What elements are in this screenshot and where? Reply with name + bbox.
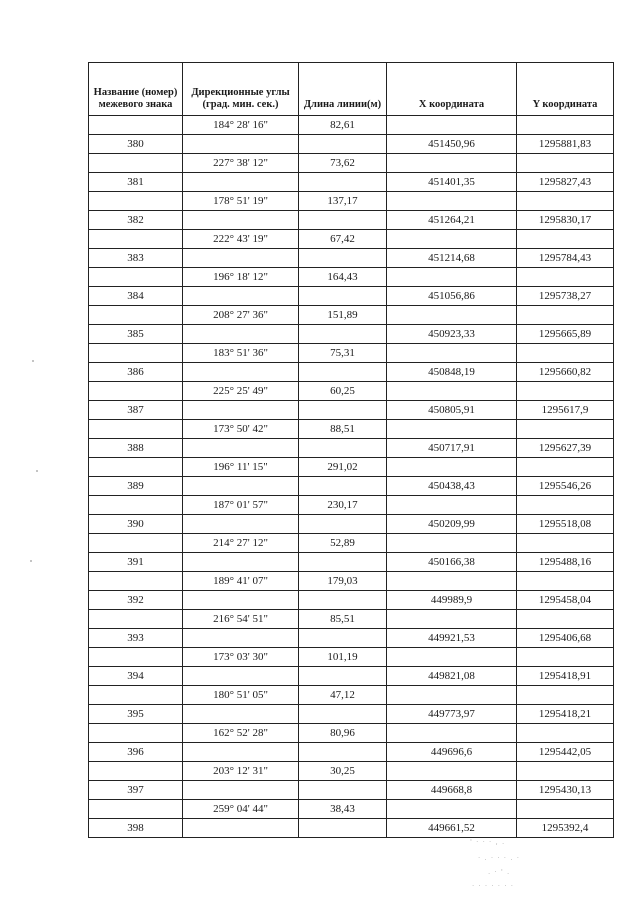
direction-angle-cell [183,135,299,154]
table-row [89,629,614,648]
scan-artifact [36,470,38,472]
x-coordinate-cell [387,458,517,477]
y-coordinate-cell [517,648,614,667]
mark-name-cell: 386 [89,363,183,382]
mark-name-cell: 382 [89,211,183,230]
direction-angle-cell [183,325,299,344]
line-length-cell [299,743,387,762]
boundary-coordinates-table [88,62,614,838]
direction-angle-cell: 187° 01' 57" [183,496,299,515]
y-coordinate-cell [517,762,614,781]
line-length-cell [299,667,387,686]
table-row [89,173,614,192]
mark-name-cell: 385 [89,325,183,344]
table-row [89,154,614,173]
line-length-cell [299,401,387,420]
mark-name-cell [89,762,183,781]
scan-artifact: . · ' . [488,868,511,876]
x-coordinate-cell: 449921,53 [387,629,517,648]
table-row [89,743,614,762]
y-coordinate-cell [517,686,614,705]
mark-name-cell [89,458,183,477]
x-coordinate-cell: 450923,33 [387,325,517,344]
y-coordinate-cell [517,724,614,743]
line-length-cell: 75,31 [299,344,387,363]
header-y-coordinate: Y координата [517,63,614,116]
table-row [89,135,614,154]
line-length-cell: 230,17 [299,496,387,515]
x-coordinate-cell [387,192,517,211]
table-row [89,553,614,572]
x-coordinate-cell [387,686,517,705]
scan-artifact [32,360,34,362]
mark-name-cell [89,268,183,287]
x-coordinate-cell: 450717,91 [387,439,517,458]
line-length-cell: 47,12 [299,686,387,705]
table-row [89,363,614,382]
line-length-cell [299,211,387,230]
y-coordinate-cell [517,116,614,135]
direction-angle-cell: 184° 28' 16" [183,116,299,135]
y-coordinate-cell: 1295784,43 [517,249,614,268]
mark-name-cell: 398 [89,819,183,838]
y-coordinate-cell [517,496,614,515]
direction-angle-cell: 225° 25' 49" [183,382,299,401]
table-row [89,515,614,534]
x-coordinate-cell: 451264,21 [387,211,517,230]
y-coordinate-cell: 1295665,89 [517,325,614,344]
y-coordinate-cell: 1295392,4 [517,819,614,838]
mark-name-cell [89,724,183,743]
direction-angle-cell [183,591,299,610]
line-length-cell [299,135,387,154]
y-coordinate-cell: 1295881,83 [517,135,614,154]
y-coordinate-cell [517,344,614,363]
y-coordinate-cell: 1295488,16 [517,553,614,572]
direction-angle-cell: 173° 50' 42" [183,420,299,439]
table-row [89,287,614,306]
direction-angle-cell: 180° 51' 05" [183,686,299,705]
mark-name-cell [89,192,183,211]
x-coordinate-cell: 451450,96 [387,135,517,154]
direction-angle-cell [183,705,299,724]
line-length-cell [299,173,387,192]
mark-name-cell: 389 [89,477,183,496]
header-mark-name: Название (номер) межевого знака [89,63,183,116]
y-coordinate-cell: 1295406,68 [517,629,614,648]
table-row [89,268,614,287]
y-coordinate-cell [517,306,614,325]
direction-angle-cell [183,819,299,838]
y-coordinate-cell [517,800,614,819]
x-coordinate-cell [387,420,517,439]
x-coordinate-cell: 450166,38 [387,553,517,572]
header-line-length: Длина линии(м) [299,63,387,116]
table-row [89,477,614,496]
y-coordinate-cell [517,192,614,211]
direction-angle-cell [183,553,299,572]
mark-name-cell: 395 [89,705,183,724]
y-coordinate-cell [517,230,614,249]
direction-angle-cell [183,781,299,800]
direction-angle-cell [183,287,299,306]
x-coordinate-cell: 450848,19 [387,363,517,382]
x-coordinate-cell: 449821,08 [387,667,517,686]
y-coordinate-cell [517,154,614,173]
table-row [89,249,614,268]
direction-angle-cell [183,439,299,458]
line-length-cell: 291,02 [299,458,387,477]
table-row [89,572,614,591]
direction-angle-cell: 196° 11' 15" [183,458,299,477]
mark-name-cell: 392 [89,591,183,610]
y-coordinate-cell [517,572,614,591]
direction-angle-cell: 162° 52' 28" [183,724,299,743]
x-coordinate-cell: 450438,43 [387,477,517,496]
table-row [89,724,614,743]
y-coordinate-cell: 1295418,91 [517,667,614,686]
table-row [89,420,614,439]
line-length-cell: 164,43 [299,268,387,287]
table-row [89,591,614,610]
line-length-cell: 30,25 [299,762,387,781]
table-row [89,230,614,249]
mark-name-cell [89,572,183,591]
mark-name-cell: 391 [89,553,183,572]
y-coordinate-cell [517,382,614,401]
line-length-cell: 60,25 [299,382,387,401]
mark-name-cell [89,610,183,629]
scan-artifact [30,560,32,562]
line-length-cell: 179,03 [299,572,387,591]
x-coordinate-cell [387,116,517,135]
y-coordinate-cell: 1295430,13 [517,781,614,800]
x-coordinate-cell [387,154,517,173]
line-length-cell [299,591,387,610]
x-coordinate-cell [387,610,517,629]
mark-name-cell: 388 [89,439,183,458]
table-row [89,458,614,477]
x-coordinate-cell: 449661,52 [387,819,517,838]
y-coordinate-cell: 1295546,26 [517,477,614,496]
mark-name-cell: 390 [89,515,183,534]
x-coordinate-cell [387,724,517,743]
line-length-cell: 67,42 [299,230,387,249]
mark-name-cell [89,306,183,325]
mark-name-cell: 393 [89,629,183,648]
x-coordinate-cell: 450805,91 [387,401,517,420]
line-length-cell [299,819,387,838]
mark-name-cell: 396 [89,743,183,762]
line-length-cell: 85,51 [299,610,387,629]
table-row [89,496,614,515]
mark-name-cell [89,230,183,249]
table-row [89,401,614,420]
line-length-cell: 73,62 [299,154,387,173]
y-coordinate-cell: 1295660,82 [517,363,614,382]
direction-angle-cell: 183° 51' 36" [183,344,299,363]
mark-name-cell [89,382,183,401]
mark-name-cell [89,648,183,667]
table-row [89,325,614,344]
line-length-cell: 80,96 [299,724,387,743]
table-row [89,306,614,325]
x-coordinate-cell [387,648,517,667]
table-row [89,705,614,724]
table-row [89,686,614,705]
mark-name-cell: 394 [89,667,183,686]
direction-angle-cell: 203° 12' 31" [183,762,299,781]
y-coordinate-cell: 1295627,39 [517,439,614,458]
line-length-cell: 38,43 [299,800,387,819]
y-coordinate-cell [517,534,614,553]
y-coordinate-cell: 1295442,05 [517,743,614,762]
table-row [89,192,614,211]
x-coordinate-cell: 450209,99 [387,515,517,534]
direction-angle-cell [183,667,299,686]
x-coordinate-cell: 451214,68 [387,249,517,268]
mark-name-cell: 397 [89,781,183,800]
table-row [89,439,614,458]
y-coordinate-cell [517,458,614,477]
table-row [89,382,614,401]
table-row [89,116,614,135]
x-coordinate-cell [387,496,517,515]
direction-angle-cell [183,743,299,762]
table-row [89,344,614,363]
header-direction-angle: Дирекционные углы (град. мин. сек.) [183,63,299,116]
mark-name-cell [89,420,183,439]
table-row [89,534,614,553]
y-coordinate-cell: 1295418,21 [517,705,614,724]
mark-name-cell: 384 [89,287,183,306]
x-coordinate-cell [387,534,517,553]
line-length-cell [299,363,387,382]
direction-angle-cell [183,629,299,648]
x-coordinate-cell: 449773,97 [387,705,517,724]
y-coordinate-cell [517,420,614,439]
x-coordinate-cell: 449668,8 [387,781,517,800]
table-row [89,610,614,629]
mark-name-cell [89,534,183,553]
x-coordinate-cell [387,344,517,363]
line-length-cell: 101,19 [299,648,387,667]
mark-name-cell [89,800,183,819]
line-length-cell [299,325,387,344]
mark-name-cell [89,686,183,705]
x-coordinate-cell [387,762,517,781]
direction-angle-cell [183,515,299,534]
mark-name-cell: 387 [89,401,183,420]
direction-angle-cell [183,211,299,230]
line-length-cell [299,553,387,572]
line-length-cell [299,477,387,496]
table-row [89,819,614,838]
y-coordinate-cell [517,610,614,629]
scan-artifact: · . · · · . · [478,854,520,862]
table-row [89,800,614,819]
mark-name-cell: 383 [89,249,183,268]
line-length-cell [299,249,387,268]
y-coordinate-cell: 1295827,43 [517,173,614,192]
table-row [89,762,614,781]
line-length-cell [299,705,387,724]
table-row [89,781,614,800]
x-coordinate-cell [387,572,517,591]
mark-name-cell [89,344,183,363]
x-coordinate-cell [387,800,517,819]
direction-angle-cell: 227° 38' 12" [183,154,299,173]
y-coordinate-cell: 1295617,9 [517,401,614,420]
direction-angle-cell: 216° 54' 51" [183,610,299,629]
line-length-cell [299,515,387,534]
x-coordinate-cell [387,230,517,249]
line-length-cell: 52,89 [299,534,387,553]
mark-name-cell [89,116,183,135]
direction-angle-cell [183,249,299,268]
y-coordinate-cell [517,268,614,287]
direction-angle-cell: 208° 27' 36" [183,306,299,325]
direction-angle-cell [183,173,299,192]
scan-artifact: ' · · · , . [470,838,506,846]
y-coordinate-cell: 1295830,17 [517,211,614,230]
direction-angle-cell: 173° 03' 30" [183,648,299,667]
y-coordinate-cell: 1295458,04 [517,591,614,610]
x-coordinate-cell: 451056,86 [387,287,517,306]
table-header-row [89,63,614,116]
direction-angle-cell [183,477,299,496]
mark-name-cell: 380 [89,135,183,154]
direction-angle-cell [183,401,299,420]
direction-angle-cell: 214° 27' 12" [183,534,299,553]
line-length-cell [299,439,387,458]
direction-angle-cell: 196° 18' 12" [183,268,299,287]
x-coordinate-cell: 449696,6 [387,743,517,762]
line-length-cell: 88,51 [299,420,387,439]
line-length-cell: 137,17 [299,192,387,211]
table-row [89,648,614,667]
direction-angle-cell: 222° 43' 19" [183,230,299,249]
line-length-cell [299,287,387,306]
direction-angle-cell: 189° 41' 07" [183,572,299,591]
table-body [89,116,614,838]
mark-name-cell [89,496,183,515]
scan-artifact: · · · · · · · [472,882,514,890]
line-length-cell [299,781,387,800]
table-row [89,211,614,230]
line-length-cell: 151,89 [299,306,387,325]
direction-angle-cell: 178° 51' 19" [183,192,299,211]
line-length-cell: 82,61 [299,116,387,135]
line-length-cell [299,629,387,648]
x-coordinate-cell [387,382,517,401]
x-coordinate-cell [387,306,517,325]
mark-name-cell [89,154,183,173]
x-coordinate-cell: 451401,35 [387,173,517,192]
x-coordinate-cell [387,268,517,287]
header-x-coordinate: X координата [387,63,517,116]
direction-angle-cell: 259° 04' 44" [183,800,299,819]
x-coordinate-cell: 449989,9 [387,591,517,610]
mark-name-cell: 381 [89,173,183,192]
table-row [89,667,614,686]
direction-angle-cell [183,363,299,382]
y-coordinate-cell: 1295518,08 [517,515,614,534]
y-coordinate-cell: 1295738,27 [517,287,614,306]
